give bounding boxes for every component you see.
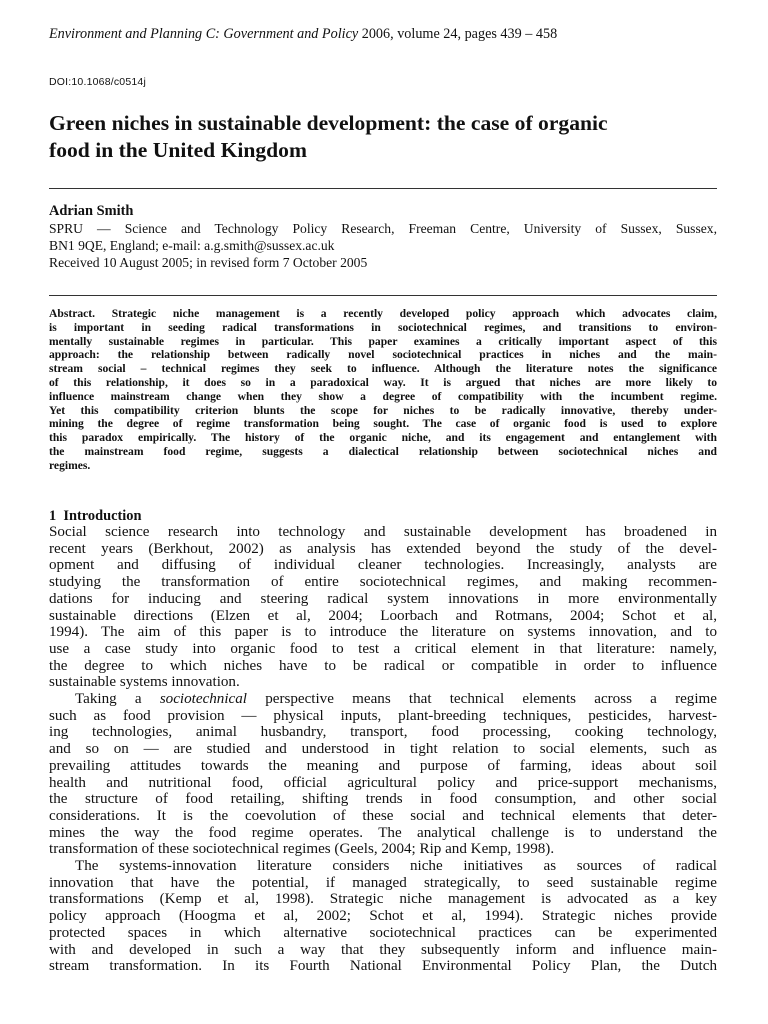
journal-citation: 2006, volume 24, pages 439 – 458 bbox=[361, 26, 558, 42]
affiliation-line: SPRU — Science and Technology Policy Research, Freeman Centre, University of Sussex, Sussex, bbox=[49, 221, 717, 236]
paper-title bbox=[49, 110, 717, 164]
body-line: sustainable systems innovation. bbox=[49, 674, 240, 691]
abstract-line-text: Strategic niche management is a recently developed policy approach which advocates claim, bbox=[111, 307, 717, 320]
body-line: prevailing attitudes towards the meaning and purpose of farming, ideas about soil bbox=[49, 757, 717, 774]
abstract-line: this paradox empirically. The history of the organic niche, and its engagement and entanglement with bbox=[49, 431, 717, 445]
body-line: health and nutritional food, official agricultural policy and price-support mechanisms, bbox=[49, 774, 717, 791]
section-title: Introduction bbox=[63, 508, 142, 524]
body-line: Social science research into technology and sustainable development has broadened in bbox=[49, 524, 717, 540]
body-line bbox=[49, 691, 717, 708]
body-line: studying the transformation of entire sociotechnical regimes, and making recommen- bbox=[49, 574, 717, 591]
abstract-line: stream social – technical regimes they seek to influence. Although the literature notes the significance bbox=[49, 362, 717, 376]
abstract-line: Yet this compatibility criterion blunts the scope for niches to be radically innovative, thereby under- bbox=[49, 403, 717, 417]
abstract-label: Abstract. bbox=[49, 307, 96, 320]
body-line: innovation that have the potential, if managed strategically, to seed sustainable regime bbox=[49, 874, 717, 891]
body-line: stream transformation. In its Fourth National Environmental Policy Plan, the Dutch bbox=[49, 958, 717, 975]
body-text bbox=[49, 524, 717, 975]
body-line: transformation of these sociotechnical regimes (Geels, 2004; Rip and Kemp, 1998). bbox=[49, 841, 555, 858]
body-line: and so on — are studied and understood in tight relation to social elements, such as bbox=[49, 741, 717, 758]
body-line: recent years (Berkhout, 2002) as analysis has extended beyond the study of the devel- bbox=[49, 540, 717, 557]
abstract-line: approach: the relationship between radically novel sociotechnical practices in niches and the main- bbox=[49, 348, 717, 362]
body-text-run: Taking a bbox=[75, 691, 160, 708]
body-line: use a case study into organic food to test a critical element in that literature: namely, bbox=[49, 640, 717, 657]
author-affiliation bbox=[49, 221, 717, 271]
body-line: the degree to which niches have to be radical or compatible in order to influence bbox=[49, 657, 717, 674]
doi-label: DOI:10.1068/c0514j bbox=[49, 76, 146, 88]
body-line: policy approach (Hoogma et al, 2002; Schot et al, 1994). Strategic niches provide bbox=[49, 908, 717, 925]
author-name: Adrian Smith bbox=[49, 203, 134, 219]
body-line: considerations. It is the coevolution of these social and technical elements that deter- bbox=[49, 807, 717, 824]
abstract bbox=[49, 307, 717, 473]
body-line: mines the way the food regime operates. The analytical challenge is to understand the bbox=[49, 824, 717, 841]
received-date: Received 10 August 2005; in revised form 7 October 2005 bbox=[49, 254, 368, 270]
title-line: food in the United Kingdom bbox=[49, 138, 307, 162]
body-line: ing technologies, animal husbandry, transport, food processing, cooking technology, bbox=[49, 724, 717, 741]
abstract-line: mentally sustainable regimes in particular. This paper examines a critically important aspect of this bbox=[49, 334, 717, 348]
body-line: protected spaces in which alternative sociotechnical practices can be experimented bbox=[49, 924, 717, 941]
abstract-line bbox=[49, 307, 717, 321]
abstract-line: influence mainstream change when they show a degree of compatibility with the incumbent regime. bbox=[49, 389, 717, 403]
divider-top bbox=[49, 188, 717, 189]
body-line: sustainable directions (Elzen et al, 2004; Loorbach and Rotmans, 2004; Schot et al, bbox=[49, 607, 717, 624]
abstract-line: regimes. bbox=[49, 458, 91, 472]
body-line: with and developed in such a way that they subsequently inform and influence main- bbox=[49, 941, 717, 958]
affiliation-line: BN1 9QE, England; e-mail: a.g.smith@sussex.ac.uk bbox=[49, 237, 335, 253]
body-text-run: perspective means that technical elements across a regime bbox=[247, 691, 717, 708]
divider-bottom bbox=[49, 295, 717, 296]
body-line: transformations (Kemp et al, 1998). Strategic niche management is advocated as a key bbox=[49, 891, 717, 908]
section-heading bbox=[49, 508, 142, 525]
abstract-line: the mainstream food regime, suggests a dialectical relationship between sociotechnical niches and bbox=[49, 444, 717, 458]
body-line: The systems-innovation literature considers niche initiatives as sources of radical bbox=[75, 858, 717, 875]
body-line: 1994). The aim of this paper is to introduce the literature on systems innovation, and to bbox=[49, 624, 717, 641]
title-line: Green niches in sustainable development: the case of organic bbox=[49, 111, 608, 135]
section-number: 1 bbox=[49, 508, 57, 524]
journal-name: Environment and Planning C: Government and Policy bbox=[49, 26, 359, 42]
body-line: opment and diffusing of individual cleaner technologies. Increasingly, analysts are bbox=[49, 557, 717, 574]
abstract-line: of this relationship, it does so in a paradoxical way. It is argued that niches are more likely to bbox=[49, 375, 717, 389]
body-line: dations for inducing and steering radical system innovations in more environmentally bbox=[49, 590, 717, 607]
body-text-emphasis: sociotechnical bbox=[159, 691, 247, 708]
abstract-line: is important in seeding radical transformations in sociotechnical regimes, and transitions to environ- bbox=[49, 320, 717, 334]
journal-header bbox=[49, 26, 717, 43]
body-line: the structure of food retailing, shifting trends in food consumption, and other social bbox=[49, 791, 717, 808]
body-line: such as food provision — physical inputs, plant-breeding techniques, pesticides, harvest- bbox=[49, 707, 717, 724]
abstract-line: mining the degree of regime transformation being sought. The case of organic food is used to explore bbox=[49, 417, 717, 431]
